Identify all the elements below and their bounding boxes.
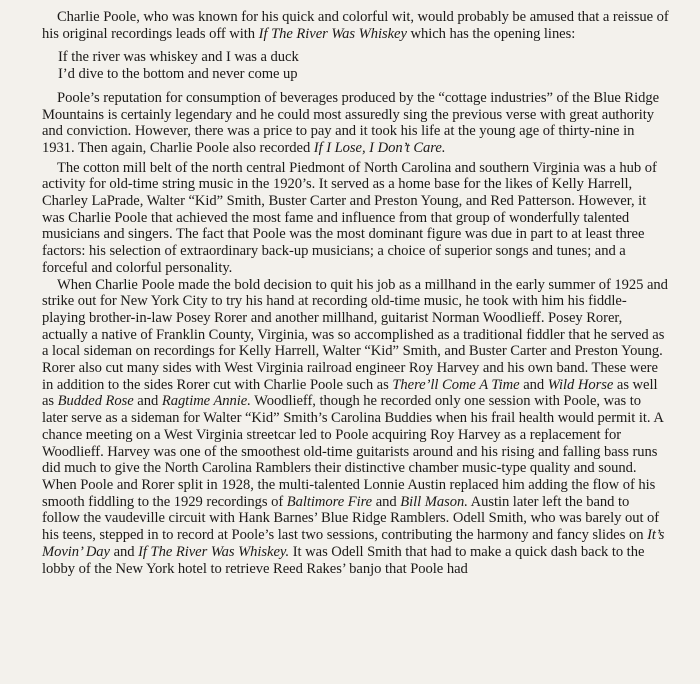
song-title: Budded Rose (57, 393, 134, 410)
liner-notes-text (42, 9, 670, 577)
text-run: It was Odell Smith that had to make a quick dash back to the lobby of the New York hotel to retrieve Reed Rakes’ banjo that Poole had (42, 543, 645, 577)
text-run: When Charlie Poole made the bold decision to quit his job as a millhand in the early summer of 1925 and strike out for New York City to try his hand at recording old-time music, he took with him his fiddle-playing brother-in-law Posey Rorer and another millhand, guitarist Norman Woodlieff. Posey Rorer, actually a native of Franklin County, Virginia, was so accomplished as a traditional fiddler that he served as a local sideman on recordings for Kelly Harrell, Walter “Kid” Smith, and Buster Carter and Preston Young. Rorer also cut many sides with West Virginia railroad engineer Roy Harvey and his own band. These were in addition to the sides Rorer cut with Charlie Poole such as (42, 276, 668, 393)
text-run: which has the opening lines: (406, 25, 576, 42)
text-run: and (110, 543, 139, 560)
lyric-line: If the river was whiskey and I was a duck (58, 49, 299, 66)
text-run: Poole’s reputation for consumption of beverages produced by the “cottage industries” of the Blue Ridge Mountains is certainly legendary and he could most assuredly sing the previous verse with great authority and conviction. However, there was a price to pay and it took his life at the young age of thirty-nine in 1931. Then again, Charlie Poole also recorded (42, 89, 660, 156)
song-title: It’s Movin’ Day (42, 527, 665, 560)
text-run: Austin later left the band to follow the vaudeville circuit with Hank Barnes’ Blue Ridge Ramblers. Odell Smith, who was barely out of his teens, stepped in to record at Poole’s last two sessions, contributing the harmony and fancy slides on (42, 493, 660, 544)
lyrics-quote (58, 49, 670, 82)
song-title: Baltimore Fire (286, 493, 373, 510)
paragraph-intro (42, 9, 670, 42)
text-run: and (372, 493, 401, 510)
paragraph-cotton-mill-belt (42, 160, 670, 277)
lyric-line: I’d dive to the bottom and never come up (58, 66, 298, 83)
paragraph-reputation (42, 90, 670, 157)
song-title: If I Lose, I Don’t Care. (313, 139, 446, 156)
text-run: and (519, 376, 548, 393)
text-run: as well as (42, 376, 658, 410)
text-run: and (133, 393, 162, 410)
song-title: If The River Was Whiskey (258, 25, 407, 42)
text-run: The cotton mill belt of the north central Piedmont of North Carolina and southern Virginia was a hub of activity for old-time string music in the 1920’s. It served as a home base for the likes of Kelly Harrell, Charley LaPrade, Walter “Kid” Smith, Buster Carter and Preston Young, and Red Patterson. However, it was Charlie Poole that achieved the most fame and influence from that group of wonderfully talented musicians and singers. The fact that Poole was the most dominant figure was due in part to at least three factors: his selection of extraordinary back-up musicians; a choice of superior songs and tunes; and a forceful and colorful personality. (42, 159, 657, 276)
song-title: Wild Horse (547, 376, 614, 393)
song-title: There’ll Come A Time (392, 376, 520, 393)
song-title: Ragtime Annie. (161, 393, 251, 410)
text-run: Woodlieff, though he recorded only one session with Poole, was to later serve as a sideman for Walter “Kid” Smith’s Carolina Buddies when his frail health would permit it. A chance meeting on a West Virginia streetcar led to Poole acquiring Roy Harvey as a replacement for Woodlieff. Harvey was one of the smoothest old-time guitarists around and his rising and falling bass runs did much to give the North Carolina Ramblers their distinctive chamber music-type quality and sound. When Poole and Rorer split in 1928, the multi-talented Lonnie Austin replaced him adding the flow of his smooth fiddling to the 1929 recordings of (42, 393, 663, 510)
paragraph-new-york (42, 277, 670, 578)
text-run: Charlie Poole, who was known for his quick and colorful wit, would probably be amused that a reissue of his original recordings leads off with (42, 9, 669, 42)
song-title: Bill Mason. (400, 493, 468, 510)
song-title: If The River Was Whiskey. (138, 543, 290, 560)
